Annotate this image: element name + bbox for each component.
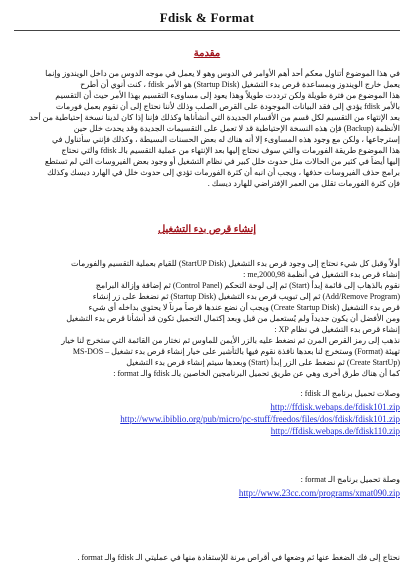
- fdisk-link-1[interactable]: http://ffdisk.webaps.de/fdisk101.zip: [270, 402, 400, 412]
- startup-line: أولاً وقبل كل شيء نحتاج إلى وجود قرص بدء التشغيل (StartUP Disk) للقيام بعملية التقسيم والفورمات: [71, 259, 400, 268]
- startup-line: (Add/Remove Program) ثم إلى تبويب قرص بدء التشغيل (Startup Disk) ثم نضغط على زر إنشاء: [92, 292, 400, 301]
- fdisk-link-3[interactable]: http://ffdisk.webaps.de/fdisk110.zip: [270, 426, 400, 436]
- intro-line: برامج حذف الفيروسات حذفها ، ويجب أن انبه أن كثرة الفورمات تؤدي إلى حدوث خلل في الهارد ديسك وكذلك: [47, 168, 400, 177]
- intro-line: فإن كثرة الفورمات تقلل من العمر الإفتراضي للهارد ديسك .: [207, 179, 400, 188]
- page-title: Fdisk & Format: [159, 10, 255, 25]
- startup-paragraph: [14, 258, 400, 379]
- format-download-label: وصلة تحميل برنامج الـ format :: [300, 475, 400, 484]
- title-divider: [14, 30, 400, 31]
- startup-line: ومن الأفضل أن يكون جديداً ولم يُستعمل من قبل وبعد إكتمال التحميل تكون قد أنشأنا قرص بدء التشغيل: [66, 314, 400, 323]
- startup-line: إنشاء قرص بدء التشغيل في أنظمة 98,me,2000 :: [243, 270, 400, 279]
- footer-line: نحتاج إلى فك الضغط عنها ثم وضعها في أقراص مرنة للإستفادة منها في عمليتي الـ fdisk والـ format .: [77, 553, 400, 562]
- startup-line: كما أن هناك طرق أخرى وهي عن طريق تحميل البرنامجين الخاصين بالـ fdisk والـ format :: [113, 369, 400, 378]
- intro-line: هذا الموضوع طريقة الفورمات والتي سوف نحتاج إليها بعد الإنتهاء من عملية التقسيم بالـ fdisk والتي نحتاج: [61, 146, 400, 155]
- intro-line: إسترجاعها ، ولكن مع وجود هذه المساوىء إلا أنه هناك له بعض الحسنات البسيطة ، وكذلك فإنني سأتناول في: [51, 135, 400, 144]
- startup-line: قرص بدء التشغيل (Create Startup Disk) ويجب أن نضع عندها قرصاً مرناً لا يحتوي بداخله أي شيء: [88, 303, 400, 312]
- footer-note: [14, 552, 400, 563]
- intro-line: الأنظمة (Backup) فإن هذه النسخة الإحتياطية قد لا تعمل على التقسيمات الجديدة وقد يحدث خلل حين: [73, 124, 400, 133]
- startup-heading: إنشاء قرص بدء التشغيل: [157, 224, 257, 235]
- intro-paragraph: [14, 68, 400, 189]
- startup-line: إنشاء قرص بدء التشغيل في نظام XP :: [274, 325, 400, 334]
- intro-line: يعمل خارج الويندوز وبمساعدة قرص بدء التشغيل (Startup Disk) هو الأمر fdisk ، كنت أنوي أن أطرح: [80, 80, 400, 89]
- intro-line: بالأمر fdisk يؤدي إلى فقد البيانات الموجودة على القرص الصلب وذلك لأننا نحتاج إلى أن نقوم بعمل فورمات: [55, 102, 400, 111]
- intro-line: بعد الإنتهاء من التقسيم لكل قسم من الأقسام الجديدة التي أنشأناها وكذلك فإننا إذا كان لدينا نسخة إحتياطية من أحد: [29, 113, 400, 122]
- fdisk-download-label: وصلات تحميل برنامج الـ fdisk :: [300, 389, 400, 398]
- startup-line: نذهب إلى رمز القرص المرن ثم نضغط عليه بالزر الأيمن للماوس ثم نختار من القائمة التي ستخرج لنا خيار: [61, 336, 400, 345]
- intro-line: في هذا الموضوع أتناول معكم أحد أهم الأوامر في الدوس وهو لا يعمل في موجه الدوس من داخل الويندوز وإنما: [45, 69, 400, 78]
- startup-line: نقوم بالذهاب إلى قائمة إبدأ (Start) ثم إلى لوحة التحكم (Control Panel) ثم إضافة وإزالة البرامج: [95, 281, 400, 290]
- format-link-1[interactable]: http://www.23cc.com/programs/xmat090.zip: [238, 488, 400, 498]
- fdisk-link-2[interactable]: http://www.ibiblio.org/pub/micro/pc-stuff/freedos/files/dos/fdisk/fdisk101.zip: [120, 414, 400, 424]
- intro-line: إليها أيضاً في كثير من الحالات مثل حدوث خلل كبير في نظام التشغيل أو وجود بعض الفيروسات التي لم تستطع: [44, 157, 400, 166]
- startup-line: (Create StartUp) ثم نضغط على الزر إبدأ (Start) وبعدها سيتم إنشاء قرص بدء التشغيل: [126, 358, 400, 367]
- startup-line: تهيئة (Format) وستخرج لنا بعدها نافذة نقوم فيها بالتأشير على خيار إنشاء قرص بدء تشغيل – MS-DOS: [72, 347, 400, 356]
- intro-line: هذا الموضوع من فترة طويلة ولكن ترددت طويلاً وهذا يعود إلى مساوىء التقسيم بهذا الأمر حيث أن التقسيم: [55, 91, 400, 100]
- intro-heading: مقدمة: [193, 48, 221, 59]
